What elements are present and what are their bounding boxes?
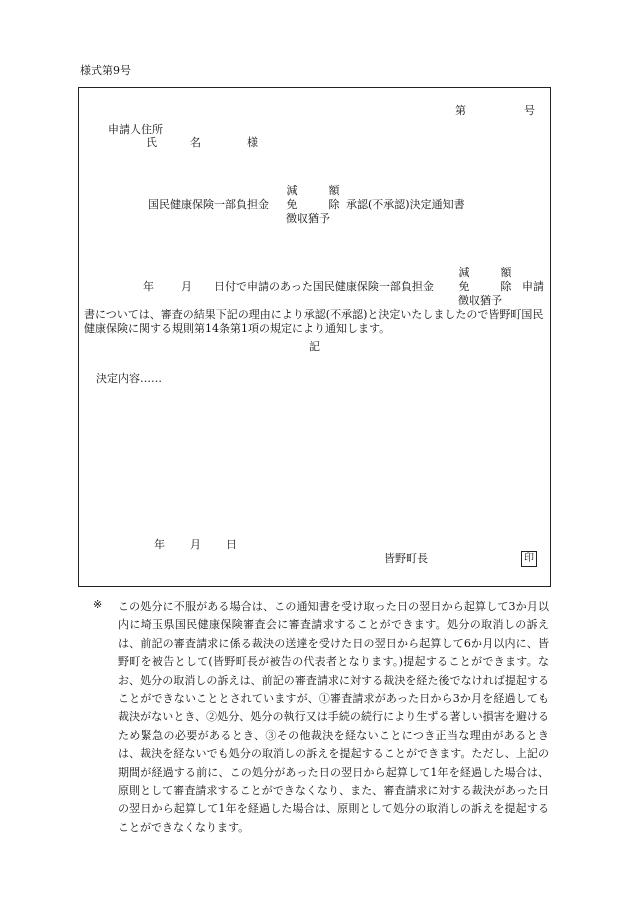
body-nen: 年	[143, 280, 154, 293]
notice-frame	[78, 87, 551, 587]
decision-content-label: 決定内容……	[96, 372, 162, 385]
char-men: 免	[286, 198, 298, 211]
title-option-choshu	[286, 212, 340, 226]
body-option-choshu-text: 徴収猶予	[458, 294, 502, 307]
body-option-menjo	[458, 280, 512, 294]
form-number-label: 様式第9号	[80, 64, 131, 77]
body-options	[458, 266, 512, 308]
number-dai: 第	[455, 104, 466, 117]
applicant-name-mei: 名	[190, 136, 201, 149]
title-options	[286, 184, 340, 226]
date-tsuki: 月	[190, 538, 201, 551]
title-suffix: 承認(不承認)決定通知書	[346, 198, 465, 211]
char-gaku: 額	[500, 266, 512, 279]
seal-mark: 印	[521, 551, 537, 567]
title-option-menjo	[286, 198, 340, 212]
applicant-sama: 様	[247, 136, 258, 149]
char-gaku: 額	[328, 184, 340, 197]
body-option-gengaku	[458, 266, 512, 280]
char-men: 免	[458, 280, 470, 293]
applicant-address-label: 申請人住所	[108, 123, 163, 136]
appeal-notice-text: この処分に不服がある場合は、この通知書を受け取った日の翌日から起算して3か月以内に埼玉県国民健康保険審査会に審査請求することができます。処分の取消しの訴えは、前記の審査請求に係る裁決の送達を受けた日の翌日から起算して6か月以内に、皆野町を被告として(皆野町長が被告の代表者となります。)提起することができます。なお、処分の取消しの訴えは、前記の審査請求に対する裁決を経た後でなければ提起することができないこととされていますが、①審査請求があった日から3か月を経過しても裁決がないとき、②処分、処分の執行又は手続の続行により生ずる著しい損害を避けるため緊急の必要があるとき、③その他裁決を経ないことにつき正当な理由があるときは、裁決を経ないでも処分の取消しの訴えを提起することができます。ただし、上記の期間が経過する前に、この処分があった日の翌日から起算して1年を経過した場合は、原則として審査請求することができなくなり、また、審査請求に対する裁決があった日の翌日から起算して1年を経過した場合は、原則として処分の取消しの訴えを提起することができなくなります。	[118, 600, 549, 834]
note-mark: ※	[93, 598, 103, 611]
number-go: 号	[524, 104, 535, 117]
char-jo: 除	[328, 198, 340, 211]
char-gen: 減	[286, 184, 298, 197]
issuer-name: 皆野町長	[384, 552, 428, 565]
ki-heading: 記	[309, 340, 320, 353]
applicant-name-shi: 氏	[146, 136, 157, 149]
body-tsuki: 月	[181, 280, 192, 293]
date-nen: 年	[154, 538, 165, 551]
title-option-gengaku	[286, 184, 340, 198]
body-option-choshu	[458, 294, 512, 308]
title-option-choshu-text: 徴収猶予	[286, 212, 330, 225]
body-paragraph: 書については、審査の結果下記の理由により承認(不承認)と決定いたしましたので皆野町国民健康保険に関する規則第14条第1項の規定により通知します。	[84, 308, 544, 335]
body-line1-end: 申請	[522, 280, 544, 293]
date-hi: 日	[226, 538, 237, 551]
char-jo: 除	[500, 280, 512, 293]
title-prefix: 国民健康保険一部負担金	[148, 198, 269, 211]
body-line1: 日付で申請のあった国民健康保険一部負担金	[214, 280, 434, 293]
char-gen: 減	[458, 266, 470, 279]
